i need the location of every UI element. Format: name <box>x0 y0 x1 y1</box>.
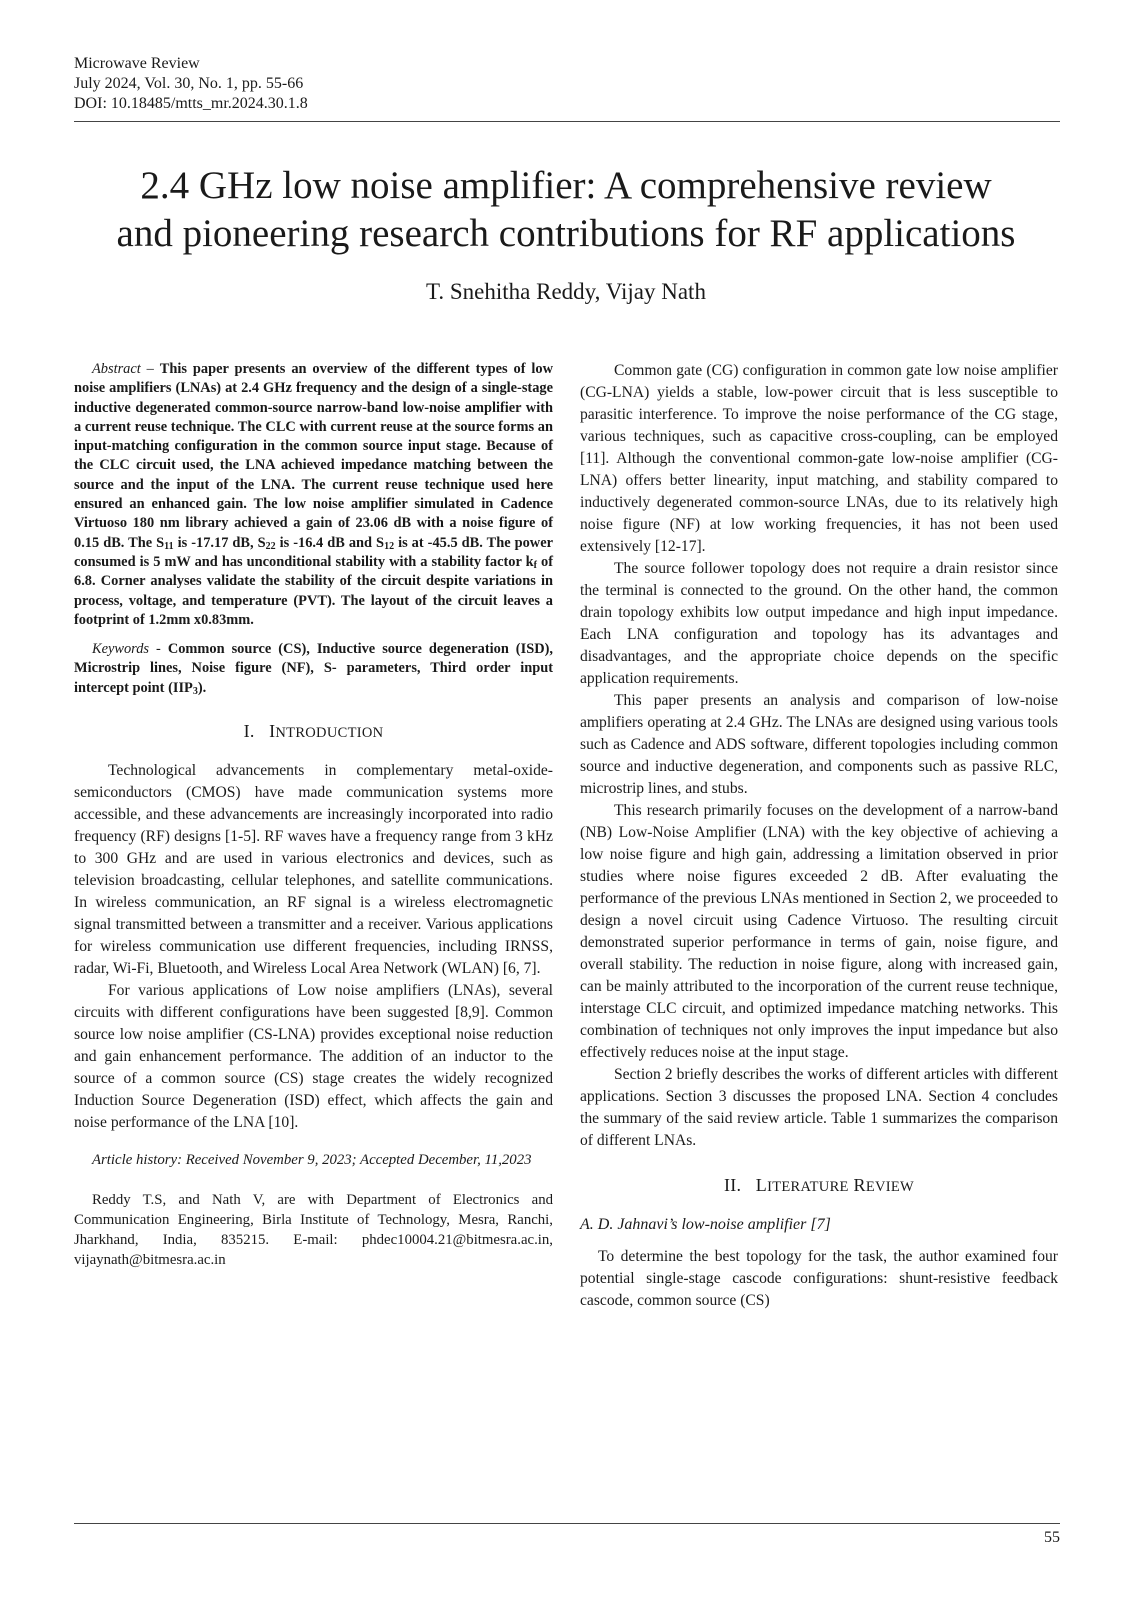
abstract <box>74 360 553 630</box>
body-paragraph-outline: Section 2 briefly describes the works of different articles with different applications. Section 3 discusses the proposed LNA. Section 4 concludes the summary of the said review article. Table 1 summarizes the comparison of different LNAs. <box>580 1066 1058 1149</box>
abstract-sub-d: f <box>533 559 537 571</box>
header-rule <box>74 121 1060 122</box>
abstract-text-a: This paper presents an overview of the different types of low noise amplifiers (LNAs) at 2.4 GHz frequency and the design of a single-stage inductive degenerated common-source narrow-band low-noise amplifier with a current reuse technique. The CLC with current reuse at the source forms an input-matching configuration in the common source input stage. Because of the CLC circuit used, the LNA achieved impedance matching between the source and the input of the LNA. The current reuse technique used here ensured an enhanced gain. The low noise amplifier simulated in Cadence Virtuoso 180 nm library achieved a gain of 23.06 dB with a noise figure of 0.15 dB. The S <box>74 361 554 551</box>
section-2-cap-2: R <box>853 1175 866 1195</box>
keywords-sub: 3 <box>192 685 198 697</box>
literature-paragraph-1: To determine the best topology for the task, the author examined four potential single-stage cascode configurations: shunt-resistive feedback cascode, common source (CS) <box>580 1248 1058 1309</box>
body-paragraph-analysis: This paper presents an analysis and comparison of low-noise amplifiers operating at 2.4 GHz. The LNAs are designed using various tools such as Cadence and ADS software, different topologies including common source and inductive degeneration, and components such as passive RLC, microstrip lines, and stubs. <box>580 692 1058 797</box>
section-2-number: II. <box>723 1175 742 1195</box>
right-column <box>580 360 1058 1312</box>
page-number: 55 <box>1044 1529 1060 1546</box>
abstract-text-e: of 6.8. Corner analyses validate the stability of the circuit despite variations in process, voltage, and temperature (PVT). The layout of the circuit leaves a footprint of 1.2mm x0.83mm. <box>74 553 554 628</box>
abstract-sub-a: 11 <box>164 540 174 552</box>
title-line-2: and pioneering research contributions for RF applications <box>116 212 1016 255</box>
body-paragraph-source-follower: The source follower topology does not require a drain resistor since the terminal is connected to the ground. On the other hand, the common drain topology exhibits low output impedance and high input impedance. Each LNA configuration and topology has its advantages and disadvantages, and the appropriate choice depends on the specific application requirements. <box>580 560 1058 687</box>
keywords <box>74 640 553 698</box>
keywords-label: Keywords <box>92 641 150 658</box>
intro-paragraph-1: Technological advancements in complementary metal-oxide-semiconductors (CMOS) have made communication systems more accessible, and these advancements are increasingly incorporated into radio frequency (RF) designs [1-5]. RF waves have a frequency range from 3 kHz to 300 GHz and are used in various electronics and devices, such as television broadcasting, cellular telephones, and satellite communications. In wireless communication, an RF signal is a wireless electromagnetic signal transmitted between a transmitter and a receiver. Various applications for wireless communication use different frequencies, including IRNSS, radar, Wi-Fi, Bluetooth, and Wireless Local Area Network (WLAN) [6, 7]. <box>74 762 553 978</box>
subsection-heading-jahnavi: A. D. Jahnavi’s low-noise amplifier [7] <box>580 1216 831 1233</box>
journal-header <box>74 54 308 114</box>
abstract-sub-c: 12 <box>384 540 395 552</box>
section-1-cap: I <box>269 721 276 742</box>
body-paragraph-cg: Common gate (CG) configuration in common gate low noise amplifier (CG-LNA) yields a stable, low-power circuit that is less susceptible to parasitic interference. To improve the noise performance of the CG stage, various techniques, such as capacitive cross-coupling, can be employed [11]. Although the conventional common-gate low-noise amplifier (CG-LNA) offers better linearity, input matching, and stability compared to inductively degenerated common-source LNAs, due to its relatively high noise figure (NF) at low working frequencies, it has not been used extensively [12-17]. <box>580 362 1058 555</box>
section-heading-introduction <box>74 720 553 744</box>
author-affiliation: Reddy T.S, and Nath V, are with Department of Electronics and Communication Engineering, Birla Institute of Technology, Mesra, Ranchi, Jharkhand, India, 835215. E-mail: phdec10004.21@bitmesra.ac.in, vijaynath@bitmesra.ac.in <box>74 1192 553 1269</box>
keywords-sep: - <box>149 641 168 658</box>
section-2-rest-2: EVIEW <box>865 1179 915 1195</box>
footer-rule <box>74 1523 1060 1524</box>
abstract-label: Abstract <box>92 361 141 377</box>
section-2-rest-1: ITERATURE <box>767 1179 849 1195</box>
section-2-cap-1: L <box>755 1175 768 1195</box>
section-1-rest: NTRODUCTION <box>275 725 384 742</box>
authors: T. Snehitha Reddy, Vijay Nath <box>426 279 706 304</box>
section-heading-literature-review <box>580 1174 1058 1198</box>
abstract-sub-b: 22 <box>265 540 276 552</box>
journal-issue: July 2024, Vol. 30, No. 1, pp. 55-66 <box>74 75 304 92</box>
article-history: Article history: Received November 9, 2023; Accepted December, 11,2023 <box>92 1152 532 1169</box>
intro-paragraph-2: For various applications of Low noise amplifiers (LNAs), several circuits with different configurations have been suggested [8,9]. Common source low noise amplifier (CS-LNA) provides exceptional noise reduction and gain enhancement performance. The addition of an inductor to the source of a common source (CS) stage creates the widely recognized Induction Source Degeneration (ISD) effect, which affects the gain and noise performance of the LNA [10]. <box>74 982 553 1132</box>
abstract-sep: – <box>140 361 160 377</box>
abstract-text <box>74 361 553 628</box>
title-line-1: 2.4 GHz low noise amplifier: A comprehensive review <box>140 164 992 207</box>
journal-name: Microwave Review <box>74 55 200 72</box>
journal-doi: DOI: 10.18485/mtts_mr.2024.30.1.8 <box>74 95 308 112</box>
left-column <box>74 360 553 1270</box>
section-1-number: I. <box>243 721 255 742</box>
body-paragraph-focus: This research primarily focuses on the development of a narrow-band (NB) Low-Noise Amplifier (LNA) with the key objective of achieving a low noise figure and high gain, addressing a limitation observed in prior studies where noise figures exceeded 2 dB. After evaluating the performance of the previous LNAs mentioned in Section 2, we proceeded to design a novel circuit using Cadence Virtuoso. The resulting circuit demonstrated superior performance in terms of gain, noise figure, and overall stability. The reduction in noise figure, along with increased gain, can be mainly attributed to the incorporation of the current reuse technique, interstage CLC circuit, and optimized impedance matching networks. This combination of techniques not only improves the input impedance but also effectively reduces noise at the input stage. <box>580 802 1058 1061</box>
paper-title <box>60 162 1072 258</box>
abstract-text-d: is at -45.5 dB. The power consumed is 5 mW and has unconditional stability with a stability factor k <box>74 534 553 570</box>
keywords-text-a: Common source (CS), Inductive source degeneration (ISD), Microstrip lines, Noise figure (NF), S- parameters, Third order input intercept point (IIP <box>74 641 553 696</box>
abstract-text-b: is -17.17 dB, S <box>173 534 266 551</box>
keywords-text-b: ). <box>197 679 207 696</box>
abstract-text-c: is -16.4 dB and S <box>275 534 385 551</box>
